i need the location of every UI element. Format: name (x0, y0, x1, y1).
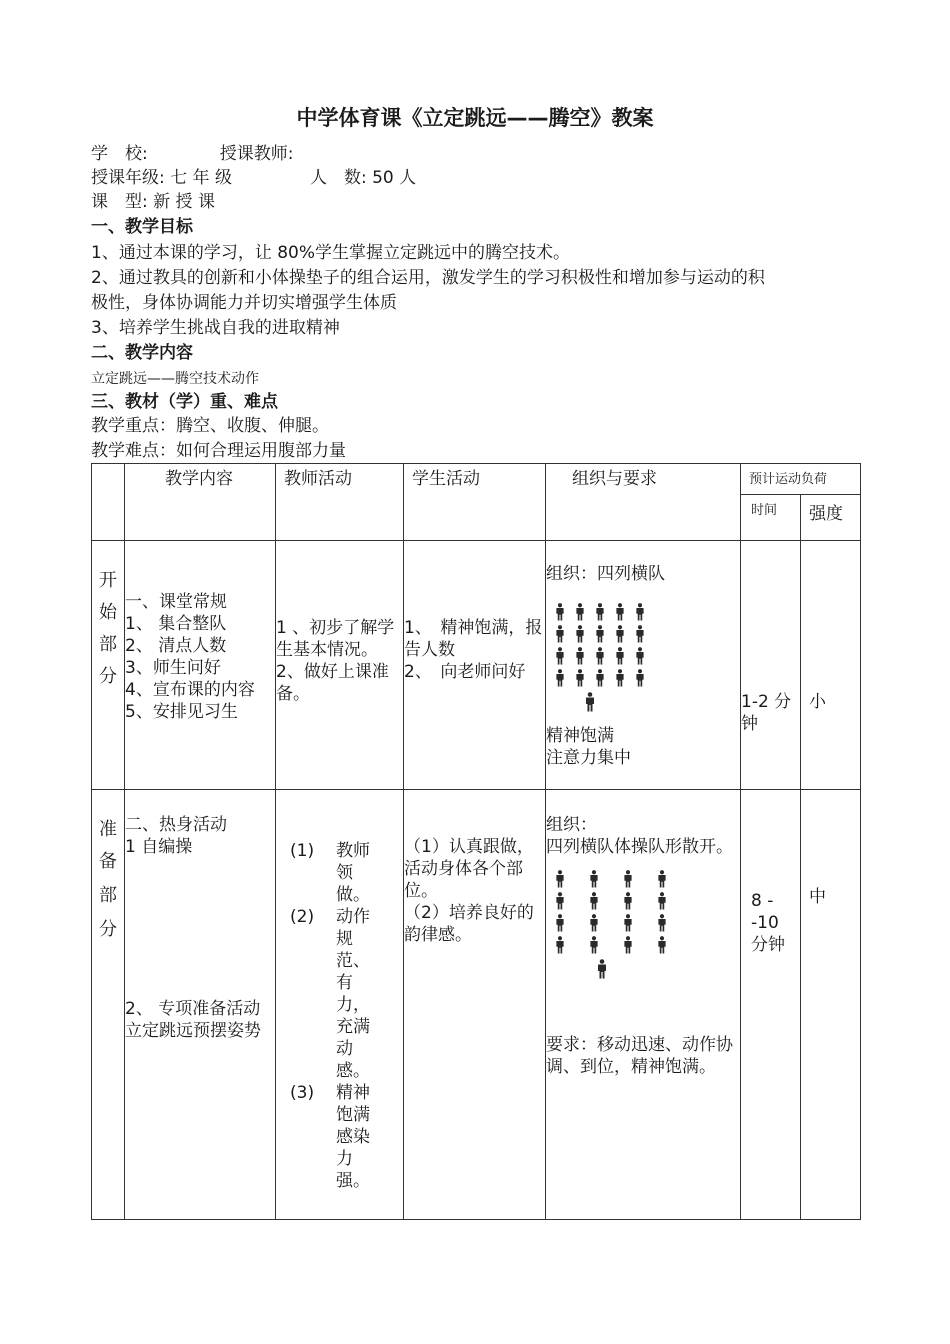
teacher-figure-icon (596, 958, 608, 980)
section-label-start: 开 始 部 分 (92, 541, 125, 790)
student-figure-icon (634, 669, 646, 687)
key-point: 教学重点：腾空、收腹、伸腿。 (91, 416, 329, 436)
formation-row (554, 603, 740, 621)
student-figure-icon (574, 625, 586, 643)
formation-row (554, 669, 740, 687)
grade-line (91, 167, 416, 189)
teacher-figure-icon (584, 691, 740, 719)
grade-label: 授课年级: 七 年 级 (91, 168, 232, 188)
formation-row (554, 870, 740, 888)
formation-row (554, 625, 740, 643)
student-figure-icon (574, 647, 586, 665)
student-figure-icon (554, 914, 566, 932)
formation-row (554, 914, 740, 932)
heading-objectives: 一、教学目标 (91, 217, 193, 237)
start-intensity: 小 (801, 541, 861, 790)
prep-content: 二、热身活动 1 自编操 2、 专项准备活动 立定跳远预摆姿势 (125, 790, 276, 1220)
table-row (92, 790, 861, 1220)
prep-intensity: 中 (801, 790, 861, 1220)
student-figure-icon (554, 647, 566, 665)
formation-row (554, 647, 740, 665)
school-line (91, 143, 293, 165)
student-figure-icon (614, 647, 626, 665)
student-figure-icon (588, 936, 600, 954)
goal-3: 3、培养学生挑战自我的进取精神 (91, 318, 340, 338)
student-figure-icon (594, 647, 606, 665)
student-figure-icon (554, 603, 566, 621)
header-content: 教学内容 (125, 464, 276, 541)
student-figure-icon (622, 892, 634, 910)
formation-row (554, 936, 740, 954)
start-content: 一、课堂常规 1、 集合整队 2、 清点人数 3、师生问好 4、宣布课的内容 5、安排见习生 (125, 541, 276, 790)
header-org: 组织与要求 (546, 464, 741, 541)
student-figure-icon (614, 603, 626, 621)
student-figure-icon (554, 625, 566, 643)
formation-row (554, 892, 740, 910)
student-figure-icon (656, 914, 668, 932)
lesson-table (91, 463, 861, 1220)
student-figure-icon (554, 936, 566, 954)
header-student: 学生活动 (404, 464, 546, 541)
count-label: 人 数: 50 人 (309, 168, 417, 188)
prep-time: 8 --10 分钟 (741, 790, 801, 1220)
header-teacher: 教师活动 (276, 464, 404, 541)
student-figure-icon (554, 870, 566, 888)
student-figure-icon (594, 603, 606, 621)
header-section-blank (92, 464, 125, 541)
student-figure-icon (554, 669, 566, 687)
header-load: 预计运动负荷 (741, 464, 861, 495)
student-figure-icon (656, 936, 668, 954)
student-figure-icon (588, 870, 600, 888)
student-figure-icon (656, 870, 668, 888)
difficulty-point: 教学难点：如何合理运用腹部力量 (91, 441, 346, 461)
prep-student: （1）认真跟做，活动身体各个部位。 （2）培养良好的韵律感。 (404, 790, 546, 1220)
student-figure-icon (614, 669, 626, 687)
teacher-figure-icon (596, 958, 740, 986)
prep-teacher: (1) 教师领做。 (2) 动作规范、有力，充满动感。 (3) 精神饱满感染力强。 (276, 790, 404, 1220)
content-text: 立定跳远——腾空技术动作 (91, 371, 259, 387)
student-figure-icon (588, 892, 600, 910)
goal-1: 1、通过本课的学习，让 80%学生掌握立定跳远中的腾空技术。 (91, 243, 571, 263)
student-figure-icon (574, 603, 586, 621)
heading-content: 二、教学内容 (91, 343, 193, 363)
prep-org: 组织： 四列横队体操队形散开。 要求：移动迅速、动作协调、到位，精神饱满。 (546, 790, 741, 1220)
document-title: 中学体育课《立定跳远——腾空》教案 (296, 106, 654, 130)
table-row (92, 541, 861, 790)
student-figure-icon (622, 936, 634, 954)
student-figure-icon (594, 669, 606, 687)
student-figure-icon (594, 625, 606, 643)
student-figure-icon (554, 892, 566, 910)
student-figure-icon (634, 603, 646, 621)
start-teacher: 1 、初步了解学生基本情况。 2、做好上课准备。 (276, 541, 404, 790)
header-intensity: 强度 (801, 495, 861, 541)
start-time: 1-2 分钟 (741, 541, 801, 790)
heading-keypoints: 三、教材（学）重、难点 (91, 392, 278, 412)
formation-spread (546, 870, 740, 954)
goal-2a: 2、通过教具的创新和小体操垫子的组合运用，激发学生的学习积极性和增加参与运动的积 (91, 268, 765, 288)
student-figure-icon (614, 625, 626, 643)
header-time: 时间 (741, 495, 801, 541)
student-figure-icon (634, 625, 646, 643)
student-figure-icon (622, 870, 634, 888)
teacher-label: 授课教师: (219, 144, 294, 164)
student-figure-icon (656, 892, 668, 910)
student-figure-icon (622, 914, 634, 932)
type-label: 课 型: 新 授 课 (91, 192, 215, 212)
section-label-prep: 准 备 部 分 (92, 790, 125, 1220)
school-label: 学 校: (91, 144, 148, 164)
teacher-figure-icon (584, 691, 596, 713)
student-figure-icon (574, 669, 586, 687)
start-org: 组织：四列横队 精神饱满 注意力集中 (546, 541, 741, 790)
student-figure-icon (634, 647, 646, 665)
start-student: 1、 精神饱满，报告人数 2、 向老师问好 (404, 541, 546, 790)
student-figure-icon (588, 914, 600, 932)
formation-four-rows (546, 603, 740, 687)
org-text: 组织：四列横队 (546, 564, 665, 584)
goal-2b: 极性，身体协调能力并切实增强学生体质 (91, 293, 397, 313)
